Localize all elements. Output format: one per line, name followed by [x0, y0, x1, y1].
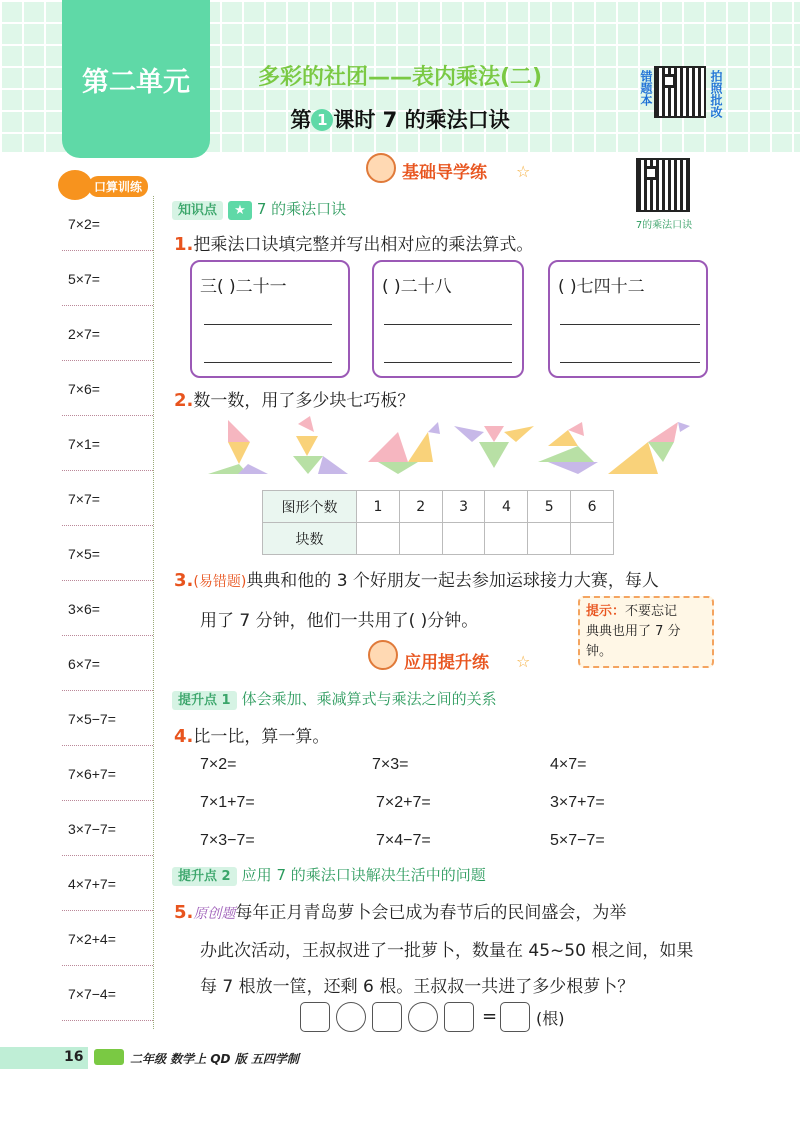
oral-calc-list — [62, 196, 154, 1029]
tangram-figures — [208, 412, 698, 482]
formula-box: ( )七四十二 — [548, 260, 708, 378]
oral-calc-item: 7×6+7= — [62, 746, 153, 801]
answer-square[interactable] — [500, 1002, 530, 1032]
question-3: 3.(易错题)典典和他的 3 个好朋友一起去参加运球接力大赛，每人 — [174, 570, 659, 591]
upgrade-tag: 提升点 2 — [172, 867, 237, 886]
oral-calc-item: 3×7−7= — [62, 801, 153, 856]
operator-circle[interactable] — [336, 1002, 366, 1032]
oral-calc-item: 2×7= — [62, 306, 153, 361]
tangram-figure-3-icon — [368, 422, 440, 474]
qr-code-icon[interactable] — [636, 158, 690, 212]
star-icon: ☆ — [516, 652, 531, 671]
answer-line[interactable] — [560, 362, 700, 363]
oral-calc-item: 6×7= — [62, 636, 153, 691]
upgrade-tag: 提升点 1 — [172, 691, 237, 710]
formula-box: 三( )二十一 — [190, 260, 350, 378]
lesson-title: 第 1 课时 7 的乘法口诀 — [290, 108, 510, 132]
calc-item: 7×2+7= — [376, 794, 431, 811]
unit-label: (根) — [536, 1009, 565, 1028]
calc-item: 7×4−7= — [376, 832, 431, 849]
question-5: 5.原创题每年正月青岛萝卜会已成为春节后的民间盛会，为举 — [174, 902, 627, 923]
upgrade-tag-row-2 — [172, 864, 486, 885]
oral-calc-badge: 口算训练 — [58, 170, 158, 200]
knowledge-tag-row — [172, 198, 346, 219]
lesson-number-badge: 1 — [311, 109, 333, 131]
upgrade-tag-row-1 — [172, 688, 497, 709]
star-badge-icon: ★ — [228, 201, 252, 220]
tangram-figure-4-icon — [454, 426, 534, 468]
calc-item: 7×1+7= — [200, 794, 255, 811]
question-3-line2: 用了 7 分钟，他们一共用了( )分钟。 — [200, 611, 479, 631]
hint-box: 提示：不要忘记 典典也用了 7 分钟。 — [578, 596, 714, 668]
oral-calc-item: 7×7= — [62, 471, 153, 526]
answer-line[interactable] — [204, 362, 332, 363]
answer-square[interactable] — [300, 1002, 330, 1032]
calc-item: 7×3−7= — [200, 832, 255, 849]
oral-calc-item: 4×7+7= — [62, 856, 153, 911]
oral-calc-item: 7×2= — [62, 196, 153, 251]
calc-item: 7×2= — [200, 756, 237, 773]
answer-cell[interactable] — [528, 523, 571, 555]
question-2: 2.数一数，用了多少块七巧板？ — [174, 390, 415, 411]
footer — [0, 1043, 800, 1071]
chapter-title: 多彩的社团——表内乘法(二) — [257, 65, 543, 90]
equals-sign: = — [482, 1006, 498, 1027]
question-4: 4.比一比，算一算。 — [174, 726, 330, 747]
count-table: 图形个数 1 2 3 4 5 6 块数 — [262, 490, 614, 555]
footer-text: 二年级 数学上 QD 版 五四学制 — [130, 1052, 299, 1066]
section-title: 应用提升练 — [404, 653, 489, 673]
tangram-figure-2-icon — [293, 416, 348, 474]
answer-cell[interactable] — [357, 523, 400, 555]
question-5-line3: 每 7 根放一筐，还剩 6 根。王叔叔一共进了多少根萝卜？ — [200, 977, 635, 997]
calc-item: 4×7= — [550, 756, 587, 773]
answer-line[interactable] — [204, 324, 332, 325]
child-face-icon — [366, 153, 396, 183]
upgrade-text: 应用 7 的乘法口诀解决生活中的问题 — [241, 866, 486, 884]
upgrade-text: 体会乘加、乘减算式与乘法之间的关系 — [241, 690, 497, 708]
qr-caption: 7的乘法口诀 — [635, 220, 693, 231]
tangram-figure-6-icon — [608, 422, 690, 474]
child-face-icon — [368, 640, 398, 670]
oral-calc-item: 5×7= — [62, 251, 153, 306]
oral-calc-item: 7×5−7= — [62, 691, 153, 746]
answer-square[interactable] — [444, 1002, 474, 1032]
knowledge-text: 7 的乘法口诀 — [256, 200, 347, 218]
operator-circle[interactable] — [408, 1002, 438, 1032]
answer-cell[interactable] — [571, 523, 614, 555]
question-1: 1.把乘法口诀填完整并写出相对应的乘法算式。 — [174, 234, 534, 255]
oral-calc-item: 3×6= — [62, 581, 153, 636]
oral-calc-item: 7×5= — [62, 526, 153, 581]
calc-item: 3×7+7= — [550, 794, 605, 811]
oral-calc-item: 7×1= — [62, 416, 153, 471]
answer-line[interactable] — [384, 362, 512, 363]
knowledge-tag: 知识点 — [172, 201, 223, 220]
question-5-line2: 办此次活动，王叔叔进了一批萝卜，数量在 45~50 根之间，如果 — [200, 941, 694, 961]
formula-box: ( )二十八 — [372, 260, 524, 378]
answer-cell[interactable] — [485, 523, 528, 555]
section-title: 基础导学练 — [402, 163, 487, 183]
answer-line[interactable] — [560, 324, 700, 325]
oral-calc-item: 7×2+4= — [62, 911, 153, 966]
calc-item: 5×7−7= — [550, 832, 605, 849]
brand-logo-icon — [94, 1049, 124, 1065]
answer-square[interactable] — [372, 1002, 402, 1032]
qr-label-right: 拍照批改 — [709, 70, 723, 118]
qr-code-icon[interactable] — [654, 66, 706, 118]
oral-calc-item: 7×7−4= — [62, 966, 153, 1021]
answer-line[interactable] — [384, 324, 512, 325]
tangram-figure-5-icon — [538, 422, 598, 474]
tangram-figure-1-icon — [208, 420, 268, 474]
oral-calc-item: 7×6= — [62, 361, 153, 416]
star-icon: ☆ — [516, 162, 531, 181]
unit-title: 第二单元 — [82, 67, 190, 98]
calc-item: 7×3= — [372, 756, 409, 773]
page-number: 16 — [64, 1049, 84, 1065]
answer-cell[interactable] — [399, 523, 442, 555]
answer-cell[interactable] — [442, 523, 485, 555]
qr-label-left: 错题本 — [639, 70, 653, 106]
